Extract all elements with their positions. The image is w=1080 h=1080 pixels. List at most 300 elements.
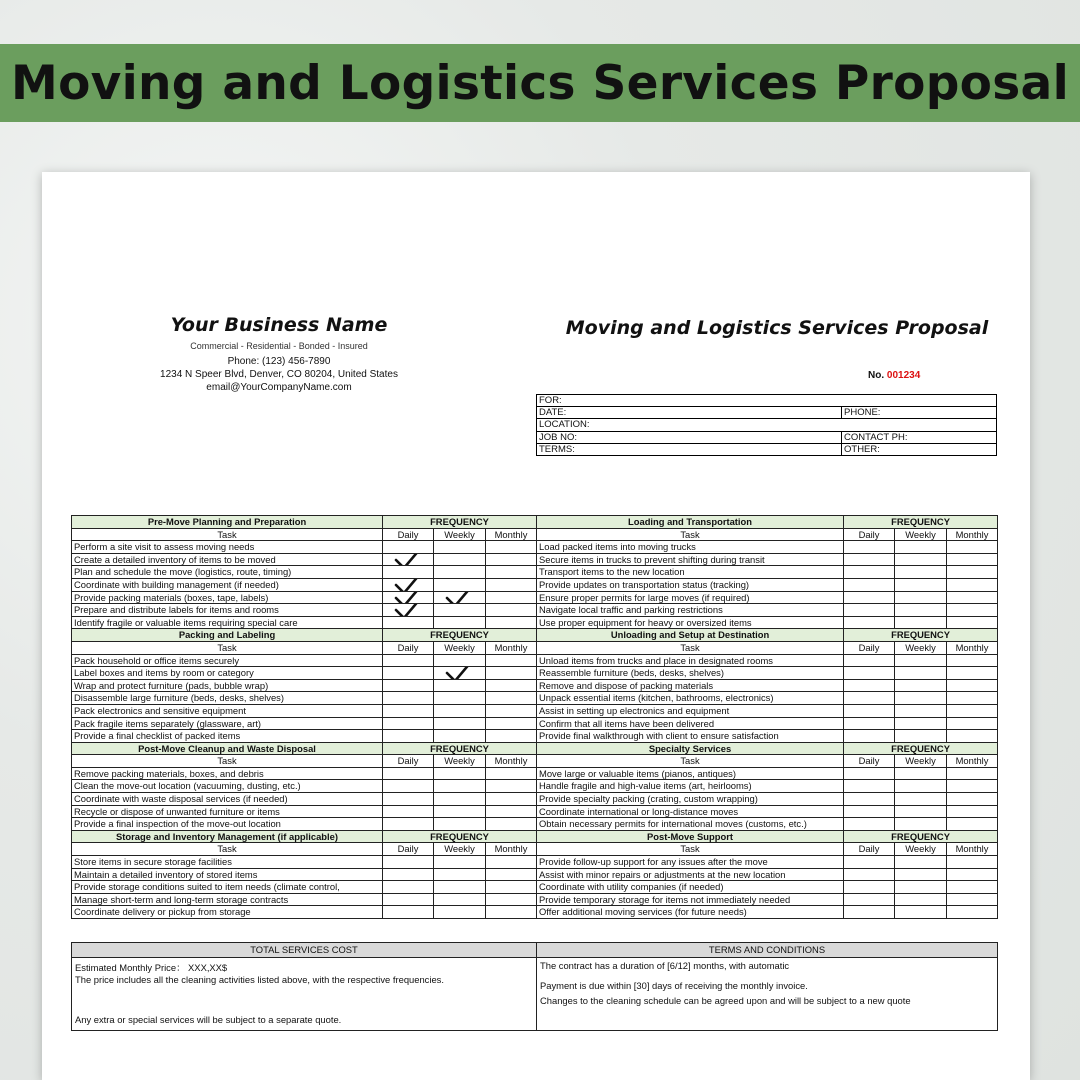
daily-check-cell[interactable] bbox=[383, 591, 434, 604]
daily-check-cell[interactable] bbox=[844, 730, 895, 743]
weekly-check-cell[interactable] bbox=[895, 818, 947, 831]
daily-check-cell[interactable] bbox=[383, 856, 434, 869]
weekly-check-cell[interactable] bbox=[895, 541, 947, 554]
weekly-check-cell[interactable] bbox=[895, 730, 947, 743]
weekly-check-cell[interactable] bbox=[434, 767, 486, 780]
daily-check-cell[interactable] bbox=[844, 881, 895, 894]
monthly-column-header: Monthly bbox=[947, 641, 998, 654]
daily-check-cell[interactable] bbox=[383, 616, 434, 629]
daily-check-cell[interactable] bbox=[383, 717, 434, 730]
daily-check-cell[interactable] bbox=[383, 692, 434, 705]
weekly-check-cell[interactable] bbox=[895, 679, 947, 692]
task-text: Prepare and distribute labels for items and rooms bbox=[72, 604, 383, 617]
phone-field[interactable]: PHONE: bbox=[842, 407, 997, 419]
monthly-check-cell[interactable] bbox=[947, 881, 998, 894]
task-text: Provide updates on transportation status (tracking) bbox=[537, 578, 844, 591]
frequency-header: FREQUENCY bbox=[844, 830, 998, 843]
daily-column-header: Daily bbox=[383, 755, 434, 768]
section-title: Unloading and Setup at Destination bbox=[537, 629, 844, 642]
task-text: Coordinate with waste disposal services (if needed) bbox=[72, 793, 383, 806]
column-header-row bbox=[72, 755, 998, 768]
task-column-header: Task bbox=[537, 641, 844, 654]
monthly-check-cell[interactable] bbox=[947, 591, 998, 604]
task-text: Identify fragile or valuable items requiring special care bbox=[72, 616, 383, 629]
daily-check-cell[interactable] bbox=[844, 553, 895, 566]
weekly-check-cell[interactable] bbox=[895, 893, 947, 906]
monthly-check-cell[interactable] bbox=[486, 893, 537, 906]
daily-check-cell[interactable] bbox=[383, 578, 434, 591]
task-column-header: Task bbox=[537, 528, 844, 541]
task-text: Use proper equipment for heavy or oversized items bbox=[537, 616, 844, 629]
task-row bbox=[72, 541, 998, 554]
estimated-price[interactable]: Estimated Monthly Price： XXX,XX$ bbox=[75, 962, 228, 973]
task-text: Load packed items into moving trucks bbox=[537, 541, 844, 554]
daily-check-cell[interactable] bbox=[844, 679, 895, 692]
task-text: Offer additional moving services (for future needs) bbox=[537, 906, 844, 919]
column-header-row bbox=[72, 641, 998, 654]
daily-check-cell[interactable] bbox=[844, 591, 895, 604]
task-row bbox=[72, 553, 998, 566]
daily-check-cell[interactable] bbox=[844, 793, 895, 806]
frequency-header: FREQUENCY bbox=[383, 629, 537, 642]
daily-check-cell[interactable] bbox=[383, 881, 434, 894]
weekly-check-cell[interactable] bbox=[434, 868, 486, 881]
checkmark-icon bbox=[444, 591, 474, 604]
task-row bbox=[72, 881, 998, 894]
weekly-check-cell[interactable] bbox=[895, 805, 947, 818]
task-text: Ensure proper permits for large moves (if required) bbox=[537, 591, 844, 604]
weekly-check-cell[interactable] bbox=[895, 692, 947, 705]
daily-check-cell[interactable] bbox=[383, 654, 434, 667]
weekly-check-cell[interactable] bbox=[434, 780, 486, 793]
weekly-check-cell[interactable] bbox=[434, 591, 486, 604]
monthly-check-cell[interactable] bbox=[486, 767, 537, 780]
weekly-check-cell[interactable] bbox=[434, 566, 486, 579]
weekly-check-cell[interactable] bbox=[434, 893, 486, 906]
section-title: Packing and Labeling bbox=[72, 629, 383, 642]
section-header-row bbox=[72, 830, 998, 843]
task-row bbox=[72, 868, 998, 881]
daily-check-cell[interactable] bbox=[383, 793, 434, 806]
checkmark-icon bbox=[393, 578, 423, 591]
weekly-column-header: Weekly bbox=[434, 843, 486, 856]
task-row bbox=[72, 717, 998, 730]
monthly-check-cell[interactable] bbox=[486, 692, 537, 705]
column-header-row bbox=[72, 843, 998, 856]
task-text: Provide specialty packing (crating, custom wrapping) bbox=[537, 793, 844, 806]
task-text: Provide temporary storage for items not immediately needed bbox=[537, 893, 844, 906]
task-text: Handle fragile and high-value items (art, heirlooms) bbox=[537, 780, 844, 793]
total-cost-header: TOTAL SERVICES COST bbox=[72, 943, 537, 958]
task-row bbox=[72, 679, 998, 692]
daily-check-cell[interactable] bbox=[383, 906, 434, 919]
monthly-check-cell[interactable] bbox=[486, 616, 537, 629]
monthly-check-cell[interactable] bbox=[486, 704, 537, 717]
weekly-check-cell[interactable] bbox=[434, 730, 486, 743]
task-text: Disassemble large furniture (beds, desks, shelves) bbox=[72, 692, 383, 705]
monthly-check-cell[interactable] bbox=[947, 578, 998, 591]
weekly-check-cell[interactable] bbox=[895, 578, 947, 591]
business-email: email@YourCompanyName.com bbox=[206, 382, 352, 393]
monthly-check-cell[interactable] bbox=[947, 780, 998, 793]
daily-check-cell[interactable] bbox=[844, 667, 895, 680]
task-text: Secure items in trucks to prevent shifting during transit bbox=[537, 553, 844, 566]
monthly-check-cell[interactable] bbox=[486, 805, 537, 818]
task-text: Coordinate delivery or pickup from storage bbox=[72, 906, 383, 919]
daily-check-cell[interactable] bbox=[844, 767, 895, 780]
section-header-row bbox=[72, 742, 998, 755]
daily-check-cell[interactable] bbox=[844, 893, 895, 906]
daily-check-cell[interactable] bbox=[383, 541, 434, 554]
weekly-check-cell[interactable] bbox=[895, 667, 947, 680]
task-text: Remove and dispose of packing materials bbox=[537, 679, 844, 692]
weekly-check-cell[interactable] bbox=[434, 692, 486, 705]
task-row bbox=[72, 616, 998, 629]
daily-column-header: Daily bbox=[383, 641, 434, 654]
weekly-check-cell[interactable] bbox=[434, 704, 486, 717]
weekly-check-cell[interactable] bbox=[895, 591, 947, 604]
task-text: Assist with minor repairs or adjustments at the new location bbox=[537, 868, 844, 881]
task-text: Obtain necessary permits for international moves (customs, etc.) bbox=[537, 818, 844, 831]
weekly-check-cell[interactable] bbox=[434, 805, 486, 818]
task-text: Maintain a detailed inventory of stored items bbox=[72, 868, 383, 881]
task-text: Coordinate with utility companies (if needed) bbox=[537, 881, 844, 894]
task-text: Navigate local traffic and parking restrictions bbox=[537, 604, 844, 617]
task-text: Coordinate international or long-distance moves bbox=[537, 805, 844, 818]
weekly-check-cell[interactable] bbox=[895, 868, 947, 881]
task-text: Provide packing materials (boxes, tape, labels) bbox=[72, 591, 383, 604]
daily-check-cell[interactable] bbox=[844, 818, 895, 831]
monthly-check-cell[interactable] bbox=[486, 541, 537, 554]
task-text: Move large or valuable items (pianos, antiques) bbox=[537, 767, 844, 780]
monthly-check-cell[interactable] bbox=[947, 566, 998, 579]
document-title: Moving and Logistics Services Proposal bbox=[565, 317, 989, 339]
monthly-check-cell[interactable] bbox=[947, 893, 998, 906]
banner-title: Moving and Logistics Services Proposal bbox=[11, 55, 1069, 111]
task-column-header: Task bbox=[537, 755, 844, 768]
business-tagline: Commercial - Residential - Bonded - Insured bbox=[190, 341, 368, 351]
task-text: Provide a final checklist of packed items bbox=[72, 730, 383, 743]
daily-check-cell[interactable] bbox=[383, 667, 434, 680]
section-header-row bbox=[72, 516, 998, 529]
monthly-check-cell[interactable] bbox=[486, 566, 537, 579]
task-column-header: Task bbox=[72, 755, 383, 768]
task-text: Store items in secure storage facilities bbox=[72, 856, 383, 869]
monthly-check-cell[interactable] bbox=[947, 868, 998, 881]
task-row bbox=[72, 692, 998, 705]
task-text: Transport items to the new location bbox=[537, 566, 844, 579]
daily-check-cell[interactable] bbox=[844, 541, 895, 554]
document-number-label: No. bbox=[868, 370, 885, 381]
daily-check-cell[interactable] bbox=[844, 654, 895, 667]
daily-check-cell[interactable] bbox=[844, 780, 895, 793]
monthly-column-header: Monthly bbox=[486, 528, 537, 541]
business-address: 1234 N Speer Blvd, Denver, CO 80204, United States bbox=[160, 369, 398, 380]
weekly-check-cell[interactable] bbox=[895, 704, 947, 717]
document-number bbox=[868, 370, 920, 381]
section-title: Storage and Inventory Management (if applicable) bbox=[72, 830, 383, 843]
daily-check-cell[interactable] bbox=[844, 856, 895, 869]
monthly-check-cell[interactable] bbox=[486, 604, 537, 617]
weekly-column-header: Weekly bbox=[895, 843, 947, 856]
weekly-check-cell[interactable] bbox=[434, 856, 486, 869]
monthly-check-cell[interactable] bbox=[947, 717, 998, 730]
daily-check-cell[interactable] bbox=[383, 730, 434, 743]
monthly-check-cell[interactable] bbox=[947, 541, 998, 554]
daily-check-cell[interactable] bbox=[844, 805, 895, 818]
monthly-check-cell[interactable] bbox=[486, 730, 537, 743]
daily-check-cell[interactable] bbox=[844, 604, 895, 617]
terms-body bbox=[537, 958, 998, 1031]
section-title: Pre-Move Planning and Preparation bbox=[72, 516, 383, 529]
daily-check-cell[interactable] bbox=[383, 767, 434, 780]
daily-check-cell[interactable] bbox=[844, 616, 895, 629]
weekly-check-cell[interactable] bbox=[895, 616, 947, 629]
task-row bbox=[72, 591, 998, 604]
daily-check-cell[interactable] bbox=[844, 566, 895, 579]
terms-field[interactable]: TERMS: bbox=[537, 443, 842, 455]
monthly-check-cell[interactable] bbox=[947, 793, 998, 806]
frequency-header: FREQUENCY bbox=[383, 516, 537, 529]
frequency-header: FREQUENCY bbox=[844, 516, 998, 529]
business-phone: Phone: (123) 456-7890 bbox=[227, 356, 331, 367]
task-row bbox=[72, 578, 998, 591]
monthly-check-cell[interactable] bbox=[947, 679, 998, 692]
job-no-field[interactable]: JOB NO: bbox=[537, 431, 842, 443]
weekly-check-cell[interactable] bbox=[434, 906, 486, 919]
task-row bbox=[72, 767, 998, 780]
task-text: Remove packing materials, boxes, and debris bbox=[72, 767, 383, 780]
frequency-header: FREQUENCY bbox=[844, 629, 998, 642]
task-text: Plan and schedule the move (logistics, route, timing) bbox=[72, 566, 383, 579]
task-text: Pack household or office items securely bbox=[72, 654, 383, 667]
monthly-column-header: Monthly bbox=[947, 843, 998, 856]
weekly-check-cell[interactable] bbox=[895, 566, 947, 579]
monthly-check-cell[interactable] bbox=[486, 717, 537, 730]
price-includes-note: The price includes all the cleaning activities listed above, with the respective frequencies. bbox=[75, 974, 444, 985]
monthly-check-cell[interactable] bbox=[947, 604, 998, 617]
monthly-check-cell[interactable] bbox=[947, 805, 998, 818]
weekly-check-cell[interactable] bbox=[895, 780, 947, 793]
weekly-check-cell[interactable] bbox=[434, 818, 486, 831]
checkmark-icon bbox=[444, 667, 474, 680]
task-text: Recycle or dispose of unwanted furniture or items bbox=[72, 805, 383, 818]
weekly-check-cell[interactable] bbox=[434, 553, 486, 566]
weekly-check-cell[interactable] bbox=[434, 578, 486, 591]
monthly-check-cell[interactable] bbox=[486, 667, 537, 680]
document-number-value: 001234 bbox=[886, 370, 921, 381]
monthly-check-cell[interactable] bbox=[486, 868, 537, 881]
frequency-header: FREQUENCY bbox=[383, 742, 537, 755]
daily-check-cell[interactable] bbox=[844, 906, 895, 919]
section-title: Post-Move Support bbox=[537, 830, 844, 843]
monthly-check-cell[interactable] bbox=[486, 793, 537, 806]
daily-check-cell[interactable] bbox=[383, 604, 434, 617]
monthly-check-cell[interactable] bbox=[486, 906, 537, 919]
weekly-check-cell[interactable] bbox=[434, 616, 486, 629]
task-row bbox=[72, 906, 998, 919]
monthly-check-cell[interactable] bbox=[947, 856, 998, 869]
service-schedule-table bbox=[71, 515, 998, 919]
frequency-header: FREQUENCY bbox=[844, 742, 998, 755]
task-row bbox=[72, 893, 998, 906]
task-column-header: Task bbox=[72, 843, 383, 856]
business-name: Your Business Name bbox=[170, 314, 388, 336]
monthly-check-cell[interactable] bbox=[947, 667, 998, 680]
daily-check-cell[interactable] bbox=[383, 780, 434, 793]
daily-check-cell[interactable] bbox=[844, 704, 895, 717]
daily-column-header: Daily bbox=[844, 641, 895, 654]
date-field[interactable]: DATE: bbox=[537, 407, 842, 419]
for-field[interactable]: FOR: bbox=[537, 395, 997, 407]
checkmark-icon bbox=[393, 591, 423, 604]
task-row bbox=[72, 604, 998, 617]
weekly-column-header: Weekly bbox=[434, 641, 486, 654]
weekly-column-header: Weekly bbox=[895, 641, 947, 654]
task-text: Create a detailed inventory of items to be moved bbox=[72, 553, 383, 566]
monthly-check-cell[interactable] bbox=[947, 654, 998, 667]
task-text: Provide a final inspection of the move-out location bbox=[72, 818, 383, 831]
monthly-check-cell[interactable] bbox=[486, 553, 537, 566]
task-text: Pack fragile items separately (glassware, art) bbox=[72, 717, 383, 730]
task-row bbox=[72, 780, 998, 793]
monthly-column-header: Monthly bbox=[947, 755, 998, 768]
section-title: Loading and Transportation bbox=[537, 516, 844, 529]
task-row bbox=[72, 730, 998, 743]
monthly-check-cell[interactable] bbox=[486, 654, 537, 667]
monthly-check-cell[interactable] bbox=[947, 818, 998, 831]
proposal-sheet bbox=[42, 172, 1030, 1080]
monthly-check-cell[interactable] bbox=[486, 679, 537, 692]
payment-terms: Payment is due within [30] days of receiving the monthly invoice. bbox=[540, 980, 808, 991]
monthly-check-cell[interactable] bbox=[486, 780, 537, 793]
task-text: Wrap and protect furniture (pads, bubble wrap) bbox=[72, 679, 383, 692]
daily-check-cell[interactable] bbox=[383, 566, 434, 579]
weekly-check-cell[interactable] bbox=[895, 654, 947, 667]
checkmark-icon bbox=[393, 553, 423, 566]
monthly-check-cell[interactable] bbox=[486, 578, 537, 591]
schedule-changes: Changes to the cleaning schedule can be agreed upon and will be subject to a new quote bbox=[540, 995, 911, 1006]
monthly-check-cell[interactable] bbox=[486, 856, 537, 869]
weekly-check-cell[interactable] bbox=[895, 881, 947, 894]
daily-column-header: Daily bbox=[844, 843, 895, 856]
monthly-check-cell[interactable] bbox=[947, 692, 998, 705]
weekly-check-cell[interactable] bbox=[434, 793, 486, 806]
task-column-header: Task bbox=[72, 641, 383, 654]
daily-check-cell[interactable] bbox=[383, 893, 434, 906]
weekly-check-cell[interactable] bbox=[895, 856, 947, 869]
weekly-column-header: Weekly bbox=[895, 755, 947, 768]
weekly-column-header: Weekly bbox=[895, 528, 947, 541]
task-text: Unpack essential items (kitchen, bathrooms, electronics) bbox=[537, 692, 844, 705]
weekly-check-cell[interactable] bbox=[434, 654, 486, 667]
total-cost-body bbox=[72, 958, 537, 1031]
daily-check-cell[interactable] bbox=[844, 717, 895, 730]
monthly-check-cell[interactable] bbox=[947, 616, 998, 629]
weekly-check-cell[interactable] bbox=[434, 604, 486, 617]
daily-check-cell[interactable] bbox=[844, 578, 895, 591]
task-row bbox=[72, 654, 998, 667]
frequency-header: FREQUENCY bbox=[383, 830, 537, 843]
task-text: Manage short-term and long-term storage contracts bbox=[72, 893, 383, 906]
client-info-box bbox=[536, 394, 997, 456]
section-title: Specialty Services bbox=[537, 742, 844, 755]
task-text: Pack electronics and sensitive equipment bbox=[72, 704, 383, 717]
monthly-check-cell[interactable] bbox=[947, 553, 998, 566]
weekly-check-cell[interactable] bbox=[895, 604, 947, 617]
monthly-column-header: Monthly bbox=[486, 641, 537, 654]
weekly-check-cell[interactable] bbox=[434, 881, 486, 894]
task-text: Reassemble furniture (beds, desks, shelves) bbox=[537, 667, 844, 680]
task-text: Provide follow-up support for any issues after the move bbox=[537, 856, 844, 869]
monthly-check-cell[interactable] bbox=[947, 906, 998, 919]
task-text: Confirm that all items have been delivered bbox=[537, 717, 844, 730]
task-text: Unload items from trucks and place in designated rooms bbox=[537, 654, 844, 667]
monthly-check-cell[interactable] bbox=[947, 704, 998, 717]
daily-check-cell[interactable] bbox=[383, 818, 434, 831]
task-text: Coordinate with building management (if needed) bbox=[72, 578, 383, 591]
task-text: Provide storage conditions suited to item needs (climate control, bbox=[72, 881, 383, 894]
daily-column-header: Daily bbox=[383, 843, 434, 856]
extra-services-note: Any extra or special services will be subject to a separate quote. bbox=[75, 1014, 342, 1025]
task-row bbox=[72, 667, 998, 680]
other-field[interactable]: OTHER: bbox=[842, 443, 997, 455]
task-text: Assist in setting up electronics and equipment bbox=[537, 704, 844, 717]
task-text: Perform a site visit to assess moving needs bbox=[72, 541, 383, 554]
daily-check-cell[interactable] bbox=[383, 553, 434, 566]
monthly-column-header: Monthly bbox=[486, 755, 537, 768]
weekly-check-cell[interactable] bbox=[895, 767, 947, 780]
weekly-check-cell[interactable] bbox=[895, 906, 947, 919]
daily-check-cell[interactable] bbox=[383, 868, 434, 881]
weekly-column-header: Weekly bbox=[434, 528, 486, 541]
task-text: Provide final walkthrough with client to ensure satisfaction bbox=[537, 730, 844, 743]
terms-header: TERMS AND CONDITIONS bbox=[537, 943, 998, 958]
daily-column-header: Daily bbox=[383, 528, 434, 541]
daily-column-header: Daily bbox=[844, 528, 895, 541]
monthly-check-cell[interactable] bbox=[486, 591, 537, 604]
daily-check-cell[interactable] bbox=[383, 679, 434, 692]
checkmark-icon bbox=[393, 604, 423, 617]
weekly-check-cell[interactable] bbox=[895, 717, 947, 730]
contact-ph-field[interactable]: CONTACT PH: bbox=[842, 431, 997, 443]
weekly-check-cell[interactable] bbox=[895, 553, 947, 566]
task-row bbox=[72, 818, 998, 831]
weekly-check-cell[interactable] bbox=[434, 679, 486, 692]
task-row bbox=[72, 805, 998, 818]
weekly-check-cell[interactable] bbox=[895, 793, 947, 806]
weekly-check-cell[interactable] bbox=[434, 667, 486, 680]
task-column-header: Task bbox=[72, 528, 383, 541]
monthly-column-header: Monthly bbox=[947, 528, 998, 541]
task-text: Label boxes and items by room or category bbox=[72, 667, 383, 680]
daily-check-cell[interactable] bbox=[383, 805, 434, 818]
monthly-check-cell[interactable] bbox=[947, 730, 998, 743]
daily-check-cell[interactable] bbox=[844, 868, 895, 881]
daily-check-cell[interactable] bbox=[383, 704, 434, 717]
weekly-check-cell[interactable] bbox=[434, 717, 486, 730]
daily-check-cell[interactable] bbox=[844, 692, 895, 705]
monthly-column-header: Monthly bbox=[486, 843, 537, 856]
weekly-check-cell[interactable] bbox=[434, 541, 486, 554]
monthly-check-cell[interactable] bbox=[486, 881, 537, 894]
task-text: Clean the move-out location (vacuuming, dusting, etc.) bbox=[72, 780, 383, 793]
monthly-check-cell[interactable] bbox=[947, 767, 998, 780]
title-banner bbox=[0, 44, 1080, 122]
task-row bbox=[72, 793, 998, 806]
location-field[interactable]: LOCATION: bbox=[537, 419, 997, 431]
monthly-check-cell[interactable] bbox=[486, 818, 537, 831]
